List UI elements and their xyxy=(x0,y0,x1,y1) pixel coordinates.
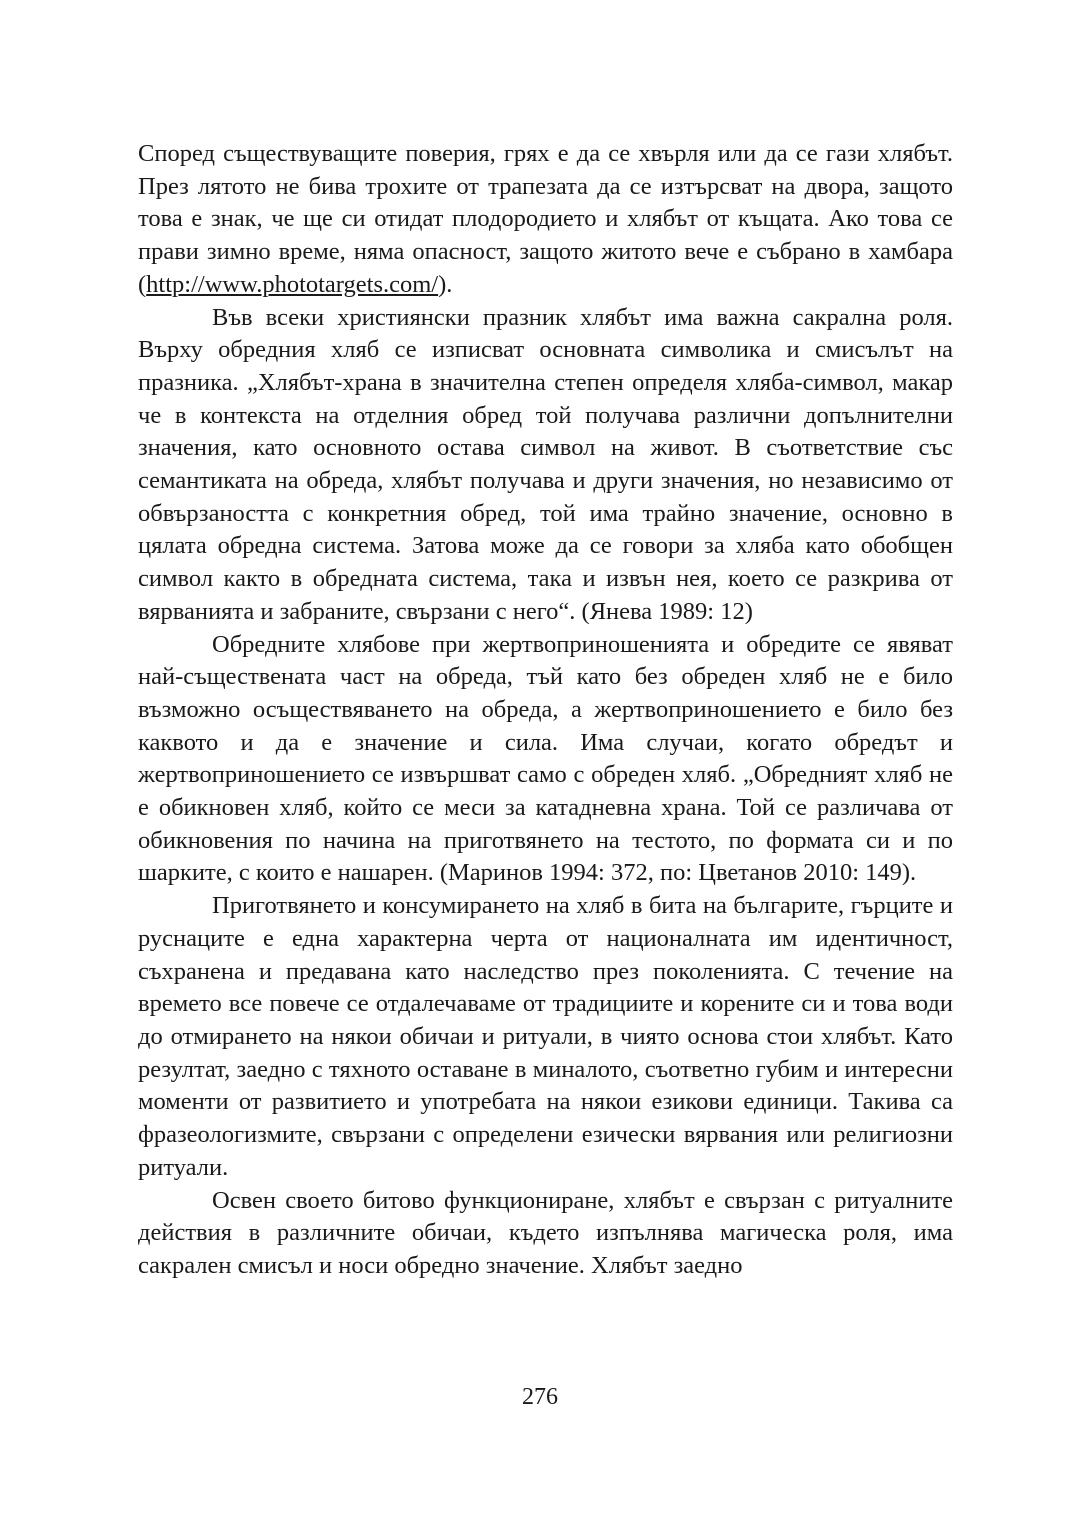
paragraph-5: Освен своето битово функциониране, хлябът е свързан с ритуалните действия в различните обичаи, където изпълнява магическа роля, има сакрален смисъл и носи обредно значение. Хлябът заедно xyxy=(138,1186,953,1279)
paragraph-1 xyxy=(138,138,953,302)
source-link[interactable]: http://www.phototargets.com/ xyxy=(146,270,439,298)
paragraph-1-closing: ). xyxy=(438,270,453,298)
paragraph-4: Приготвянето и консумирането на хляб в бита на българите, гърците и руснаците е една характерна черта от националната им идентичност, съхранена и предавана като наследство през поколенията. С течение на времето все повече се отдалечаваме от традициите и корените си и това води до отмирането на някои обичаи и ритуали, в чиято основа стои хлябът. Като резултат, заедно с тяхното оставане в миналото, съответно губим и интересни моменти от развитието и употребата на някои езикови единици. Такива са фразеологизмите, свързани с определени езически вярвания или религиозни ритуали. xyxy=(138,892,953,1181)
page-body xyxy=(138,138,953,1283)
paragraph-2: Във всеки християнски празник хлябът има важна сакрална роля. Върху обредния хляб се изписват основната символика и смисълът на празника. „Хлябът-храна в значителна степен определя хляба-символ, макар че в контекста на отделния обред той получава различни допълнителни значения, като основното остава символ на живот. В съответствие със семантиката на обреда, хлябът получава и други значения, но независимо от обвързаността с конкретния обред, той има трайно значение, основно в цялата обредна система. Затова може да се говори за хляба като обобщен символ както в обредната система, така и извън нея, което се разкрива от вярванията и забраните, свързани с него“. (Янева 1989: 12) xyxy=(138,303,953,625)
paragraph-1-text: Според съществуващите поверия, грях е да се хвърля или да се гази хлябът. През лятото не бива трохите от трапезата да се изтърсват на двора, защото това е знак, че ще си отидат плодородието и хлябът от къщата. Ако това се прави зимно време, няма опасност, защото житото вече е събрано в хамбара ( xyxy=(138,140,953,298)
paragraph-3: Обредните хлябове при жертвоприношенията и обредите се явяват най-съществената част на обреда, тъй като без обреден хляб не е било възможно осъществяването на обреда, а жертвоприношението е било без каквото и да е значение и сила. Има случаи, когато обредът и жертвоприношението се извършват само с обреден хляб. „Обредният хляб не е обикновен хляб, който се меси за катадневна храна. Той се различава от обикновения по начина на приготвянето на тестото, по формата си и по шарките, с които е нашарен. (Маринов 1994: 372, по: Цветанов 2010: 149). xyxy=(138,630,953,887)
page-number: 276 xyxy=(522,1384,558,1410)
